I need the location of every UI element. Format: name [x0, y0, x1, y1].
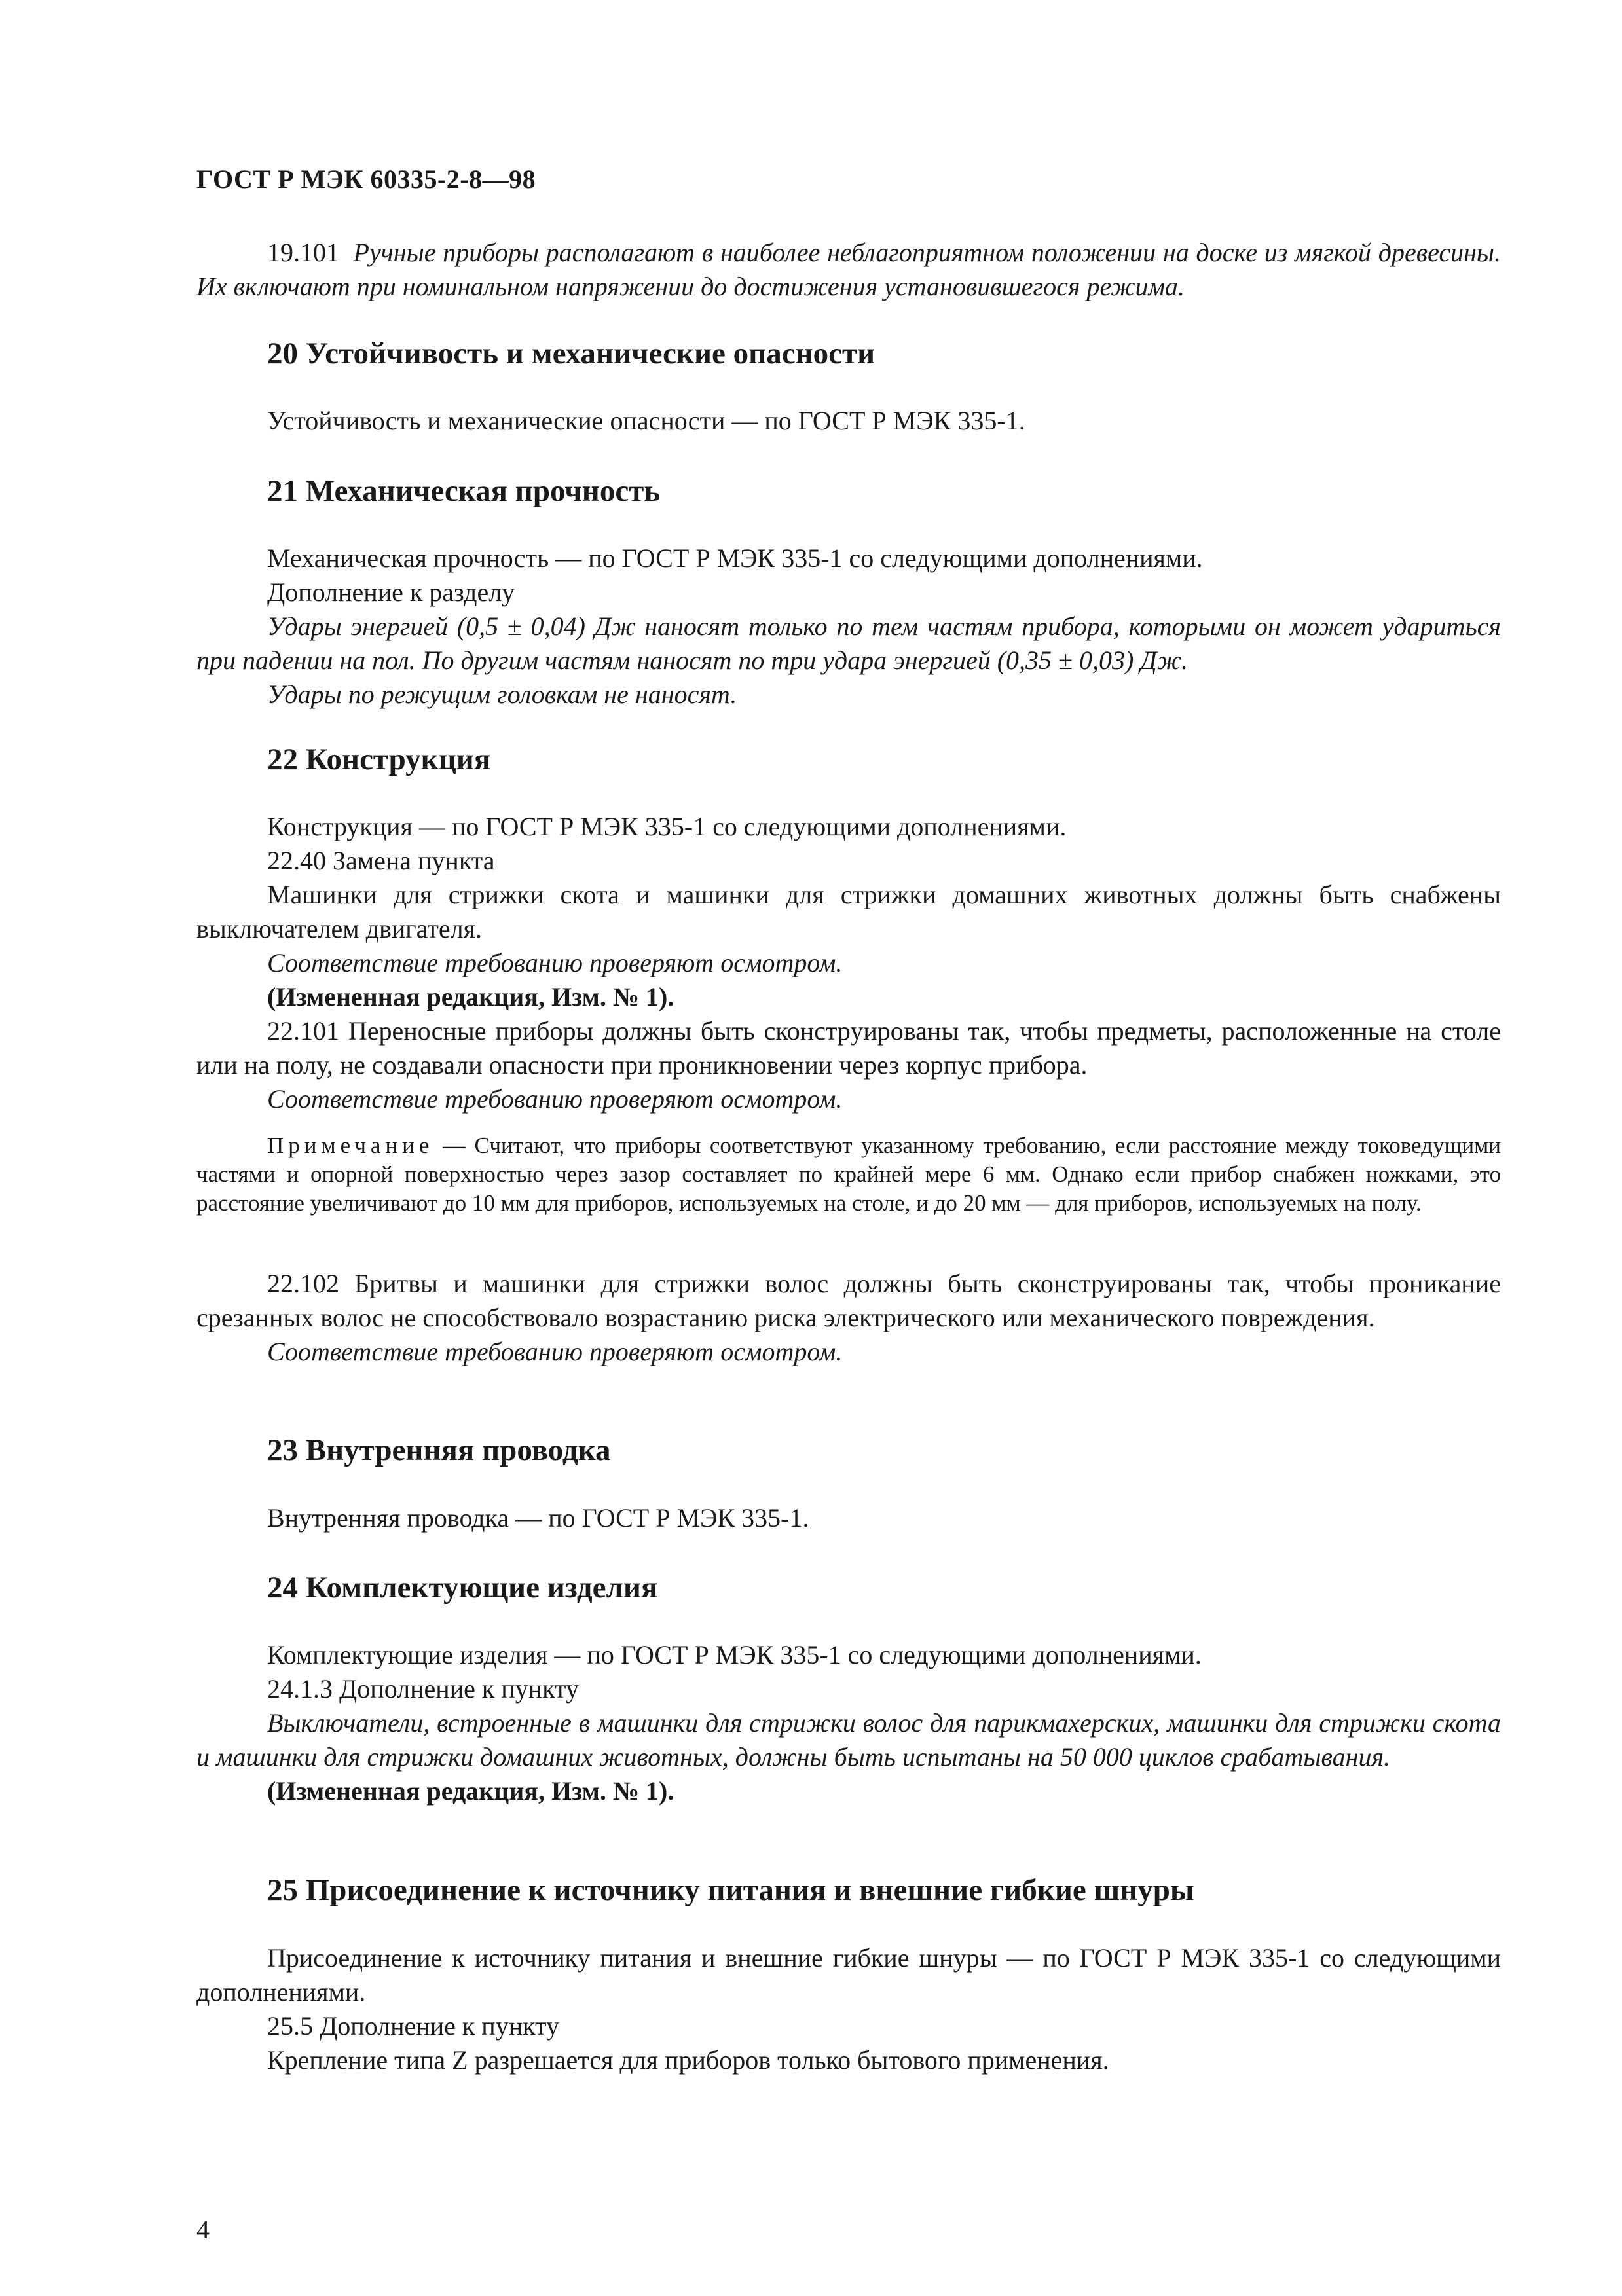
- section-25-body: [196, 1941, 1501, 2077]
- section-body: Внутренняя проводка — по ГОСТ Р МЭК 335-1.: [267, 1503, 809, 1533]
- clause-number: 19.101: [267, 238, 339, 267]
- section-heading: 20 Устойчивость и механические опасности: [267, 337, 876, 371]
- section-heading: 23 Внутренняя проводка: [267, 1433, 611, 1467]
- section-24: [196, 1568, 1501, 1607]
- section-body: Механическая прочность — по ГОСТ Р МЭК 335-1 со следующими дополнениями.: [267, 543, 1203, 573]
- note-block: [196, 1131, 1501, 1218]
- machines-text: Машинки для стрижки скота и машинки для стрижки домашних животных должны быть снабжены выключателем двигателя.: [196, 880, 1501, 943]
- edition-note: (Измененная редакция, Изм. № 1).: [267, 1776, 674, 1806]
- note-label: Примечание: [267, 1133, 434, 1158]
- note-text: — Считают, что приборы соответствуют указанному требованию, если расстояние между токоведущими частями и опорной поверхностью через зазор составляет по крайней мере 6 мм. Однако если прибор снабжен ножками, это расстояние увеличивают до 10 мм для приборов, используемых на столе, и до 20 мм — для приборов, используемых на полу.: [196, 1133, 1501, 1216]
- check-text: Соответствие требованию проверяют осмотром.: [267, 1084, 843, 1114]
- heads-text: Удары по режущим головкам не наносят.: [267, 680, 737, 709]
- addition-line: Дополнение к разделу: [267, 577, 515, 607]
- clause-22-101: 22.101 Переносные приборы должны быть сконструированы так, чтобы предметы, расположенные на столе или на полу, не создавали опасности при проникновении через корпус прибора.: [196, 1016, 1501, 1080]
- clause-text: Ручные приборы располагают в наиболее неблагоприятном положении на доске из мягкой древесины. Их включают при номинальном напряжении до достижения установившегося режима.: [196, 238, 1502, 301]
- section-body: Конструкция — по ГОСТ Р МЭК 335-1 со следующими дополнениями.: [267, 812, 1067, 841]
- section-23-body: [196, 1501, 1501, 1535]
- document-header: ГОСТ Р МЭК 60335-2-8—98: [196, 164, 536, 194]
- clause-22-102: 22.102 Бритвы и машинки для стрижки волос должны быть сконструированы так, чтобы проникание срезанных волос не способствовало возрастанию риска электрического или механического повреждения.: [196, 1269, 1501, 1332]
- section-22: [196, 740, 1501, 779]
- section-heading: 24 Комплектующие изделия: [267, 1571, 658, 1605]
- section-21-body: [196, 541, 1501, 712]
- check-text: Соответствие требованию проверяют осмотром.: [267, 1337, 843, 1366]
- section-22-body: [196, 810, 1501, 1116]
- section-body: Устойчивость и механические опасности — по ГОСТ Р МЭК 335-1.: [267, 406, 1025, 435]
- clause-19-101: [196, 236, 1501, 304]
- section-body: Присоединение к источнику питания и внешние гибкие шнуры — по ГОСТ Р МЭК 335-1 со следующими дополнениями.: [196, 1943, 1501, 2007]
- switches-text: Выключатели, встроенные в машинки для стрижки волос для парикмахерских, машинки для стрижки скота и машинки для стрижки домашних животных, должны быть испытаны на 50 000 циклов срабатывания.: [196, 1708, 1501, 1772]
- clause-25-5: 25.5 Дополнение к пункту: [267, 2011, 559, 2041]
- section-21: [196, 471, 1501, 511]
- section-24-body: [196, 1638, 1501, 1808]
- edition-note: (Измененная редакция, Изм. № 1).: [267, 982, 674, 1011]
- type-z-text: Крепление типа Z разрешается для приборов только бытового применения.: [267, 2045, 1109, 2075]
- section-20: [196, 334, 1501, 373]
- section-20-body-block: [196, 404, 1501, 438]
- page-number: 4: [196, 2215, 210, 2244]
- section-body: Комплектующие изделия — по ГОСТ Р МЭК 335-1 со следующими дополнениями.: [267, 1640, 1202, 1669]
- clause-22-40: 22.40 Замена пункта: [267, 846, 495, 875]
- clause-22-102-block: [196, 1267, 1501, 1369]
- section-heading: 21 Механическая прочность: [267, 474, 661, 508]
- section-heading: 25 Присоединение к источнику питания и внешние гибкие шнуры: [267, 1873, 1194, 1907]
- clause-24-1-3: 24.1.3 Дополнение к пункту: [267, 1674, 579, 1704]
- section-23: [196, 1430, 1501, 1470]
- section-25: [196, 1870, 1501, 1910]
- section-heading: 22 Конструкция: [267, 742, 491, 776]
- check-text: Соответствие требованию проверяют осмотром.: [267, 948, 843, 977]
- impact-text: Удары энергией (0,5 ± 0,04) Дж наносят только по тем частям прибора, которыми он может удариться при падении на пол. По другим частям наносят по три удара энергией (0,35 ± 0,03) Дж.: [196, 611, 1501, 675]
